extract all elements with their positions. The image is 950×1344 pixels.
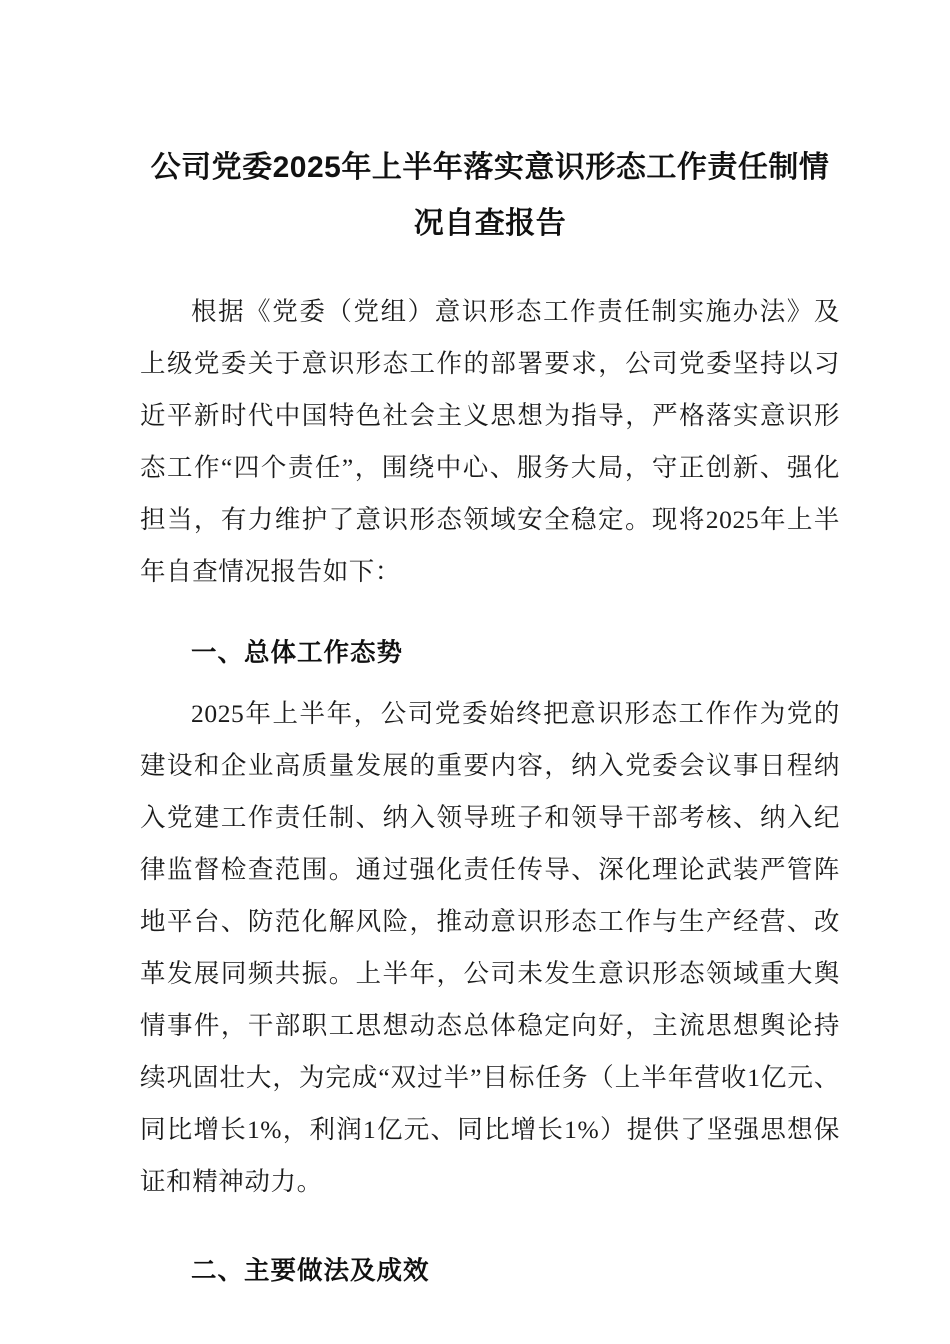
page-title: 公司党委2025年上半年落实意识形态工作责任制情况自查报告 <box>150 151 830 240</box>
section-heading-two: 二、主要做法及成效 <box>191 1257 430 1285</box>
section-spacer <box>140 1210 840 1228</box>
intro-paragraph: 根据《党委（党组）意识形态工作责任制实施办法》及上级党委关于意识形态工作的部署要求，公司党委坚持以习近平新时代中国特色社会主义思想为指导，严格落实意识形态工作“四个责任”，围绕中心、服务大局，守正创新、强化担当，有力维护了意识形态领域安全稳定。现将2025年上半年自查情况报告如下： <box>140 297 840 586</box>
section-one-paragraph: 2025年上半年，公司党委始终把意识形态工作作为党的建设和企业高质量发展的重要内容，纳入党委会议事日程纳入党建工作责任制、纳入领导班子和领导干部考核、纳入纪律监督检查范围。通过强化责任传导、深化理论武装严管阵地平台、防范化解风险，推动意识形态工作与生产经营、改革发展同频共振。上半年，公司未发生意识形态领域重大舆情事件，干部职工思想动态总体稳定向好，主流思想舆论持续巩固壮大，为完成“双过半”目标任务（上半年营收1亿元、同比增长1%，利润1亿元、同比增长1%）提供了坚强思想保证和精神动力。 <box>140 699 840 1196</box>
section-heading-one: 一、总体工作态势 <box>191 639 404 667</box>
paragraph-spacer <box>140 600 840 610</box>
